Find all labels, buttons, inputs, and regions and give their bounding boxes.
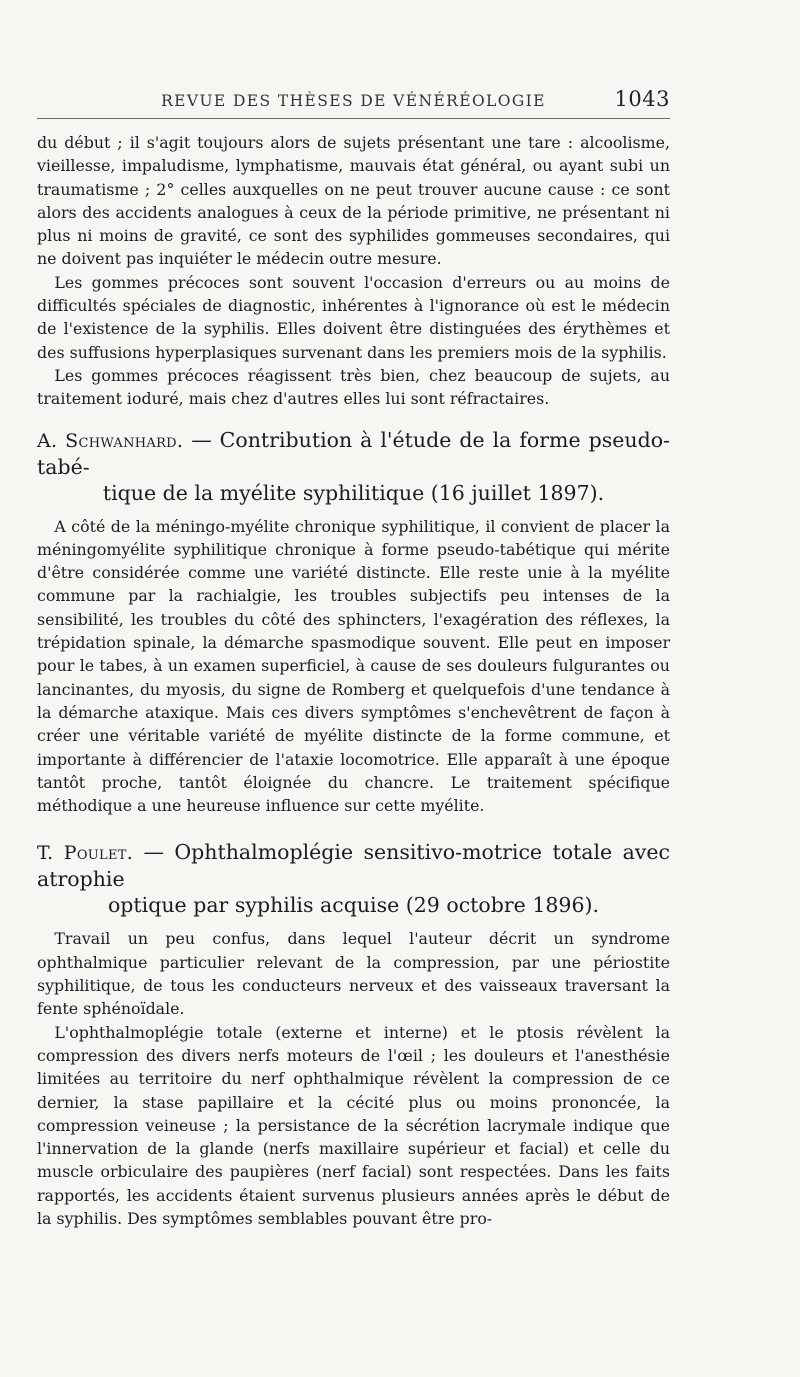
book-page bbox=[37, 84, 670, 1230]
entry-title-line: optique par syphilis acquise (29 octobre 1896). bbox=[107, 893, 600, 918]
entry-author: A. Schwanhard. bbox=[37, 429, 184, 452]
running-header bbox=[37, 84, 670, 119]
intro-paragraph: Les gommes précoces réagissent très bien, chez beaucoup de sujets, au traitement ioduré, mais chez d'autres elles lui sont réfractaires. bbox=[37, 365, 670, 409]
entry-title-line: — Ophthalmoplégie sensitivo-motrice totale avec atrophie bbox=[37, 840, 670, 892]
entry-paragraph: A côté de la méningo-myélite chronique syphilitique, il convient de placer la méningomyélite syphilitique chronique à forme pseudo-tabétique qui mérite d'être considérée comme une variété distincte. Elle reste unie à la myélite commune par la rachialgie, les troubles subjectifs peu intenses de la sensibilité, les troubles du côté des sphincters, l'exagération des réflexes, la trépidation spinale, la démarche spasmodique souvent. Elle peut en imposer pour le tabes, à un examen superficiel, à cause de ses douleurs fulgurantes ou lancinantes, du myosis, du signe de Romberg et quelquefois d'une tendance à la démarche ataxique. Mais ces divers symptômes s'enchevêtrent de façon à créer une véritable variété de myélite distincte de la forme commune, et importante à différencier de l'ataxie locomotrice. Elle apparaît à une époque tantôt proche, tantôt éloignée du chancre. Le traitement spécifique méthodique a une heureuse influence sur cette myélite. bbox=[37, 516, 670, 816]
entry-title-line: — Contribution à l'étude de la forme pseudo-tabé- bbox=[37, 427, 670, 479]
entry-title-line: tique de la myélite syphilitique (16 juillet 1897). bbox=[102, 480, 605, 505]
entry-heading-schwanhard bbox=[37, 427, 670, 506]
running-title: REVUE DES THÈSES DE VÉNÉRÉOLOGIE bbox=[161, 92, 546, 110]
entry-author: T. Poulet. bbox=[37, 842, 134, 865]
intro-paragraph: Les gommes précoces sont souvent l'occasion d'erreurs ou au moins de difficultés spéciales de diagnostic, inhérentes à l'ignorance où est le médecin de l'existence de la syphilis. Elles doivent être distinguées des érythèmes et des suffusions hyperplasiques survenant dans les premiers mois de la syphilis. bbox=[37, 272, 670, 362]
entry-heading-poulet bbox=[37, 839, 670, 918]
page-number: 1043 bbox=[614, 87, 670, 111]
entry-paragraph: Travail un peu confus, dans lequel l'auteur décrit un syndrome ophthalmique particulier relevant de la compression, par une périostite syphilitique, de tous les conducteurs nerveux et des vaisseaux traversant la fente sphénoïdale. bbox=[37, 929, 670, 1019]
entry-paragraph: L'ophthalmoplégie totale (externe et interne) et le ptosis révèlent la compression des divers nerfs moteurs de l'œil ; les douleurs et l'anesthésie limitées au territoire du nerf ophthalmique révèlent la compression de ce dernier, la stase papillaire et la cécité plus ou moins prononcée, la compression veineuse ; la persistance de la sécrétion lacrymale indique que l'innervation de la glande (nerfs maxillaire supérieur et facial) et celle du muscle orbiculaire des paupières (nerf facial) sont respectées. Dans les faits rapportés, les accidents étaient survenus plusieurs années après le début de la syphilis. Des symptômes semblables pouvant être pro- bbox=[37, 1022, 670, 1228]
intro-paragraph: du début ; il s'agit toujours alors de sujets présentant une tare : alcoolisme, vieillesse, impaludisme, lymphatisme, mauvais état général, ou ayant subi un traumatisme ; 2° celles auxquelles on ne peut trouver aucune cause : ce sont alors des accidents analogues à ceux de la période primitive, ne présentant ni plus ni moins de gravité, ce sont des syphilides gommeuses secondaires, qui ne doivent pas inquiéter le médecin outre mesure. bbox=[37, 133, 670, 269]
